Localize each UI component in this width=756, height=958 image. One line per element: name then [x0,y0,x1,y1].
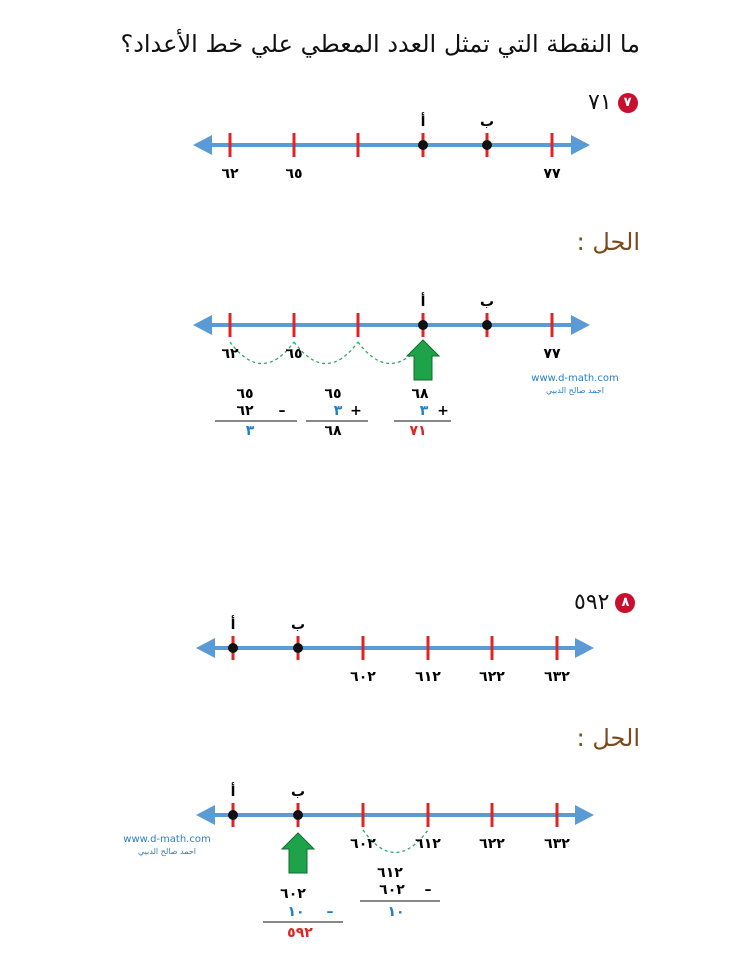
calc3-op: + [437,403,449,419]
axis-line [193,135,590,155]
question-title: ما النقطة التي تمثل العدد المعطي علي خط الأعداد؟ [120,30,640,58]
tick-label: ٦٣٢ [544,836,570,852]
tick-label: ٦٠٢ [350,669,376,685]
number-line-8 [0,613,756,693]
solution-label-7: الحل : [576,228,640,256]
tick-label: ٦١٢ [415,836,441,852]
point-a [228,810,238,820]
calc2-op: + [350,403,362,419]
tick-label: ٦٢٢ [479,836,505,852]
tick-label: ٦٥ [285,166,303,182]
tick-label: ٦٢ [221,166,239,182]
label-a: أ [420,294,426,310]
tick-label: ٦٥ [285,346,303,362]
number-line-7 [0,110,756,190]
axis-line [196,805,594,825]
calc1-top: ٦٥ [236,386,254,402]
label-b: ب [479,294,495,310]
point-b [482,140,492,150]
calc1-result: ٥٩٢ [287,925,313,941]
watermark-7 [520,373,630,397]
tick-label: ٦٢٢ [479,669,505,685]
watermark-author: احمد صالح الدبيي [545,386,605,395]
question-8-header [574,590,635,615]
label-a: أ [230,617,236,633]
calc1-second: ١٠ [287,904,305,920]
calc1-result: ٣ [245,423,255,439]
calc2-result: ٦٨ [324,423,342,439]
question-7-given: ٧١ [588,90,612,115]
label-b: ب [290,784,306,800]
tick-label: ٧٧ [543,346,561,362]
point-a [418,320,428,330]
tick-label: ٦١٢ [415,669,441,685]
solution-line-7 [0,290,756,440]
calc1-op: – [326,904,334,920]
label-b: ب [290,617,306,633]
calc2-op: – [424,882,432,898]
calc2-top: ٦٥ [324,386,342,402]
point-b [293,643,303,653]
calc3-top: ٦٨ [411,386,429,402]
tick-label: ٦٣٢ [544,669,570,685]
jump-arc-2 [294,342,358,364]
calc3-second: ٣ [419,403,429,419]
label-a: أ [420,114,426,130]
watermark-site: www.d-math.com [123,834,211,845]
question-7-badge: ٧ [618,93,638,113]
label-a: أ [230,784,236,800]
jump-arc-1 [230,342,294,364]
calc2-result: ١٠ [387,904,405,920]
question-8-given: ٥٩٢ [574,590,610,615]
tick-label: ٧٧ [543,166,561,182]
axis-line [193,315,590,335]
point-b [293,810,303,820]
up-arrow-icon [282,833,314,873]
up-arrow-icon [407,340,439,380]
tick-label: ٦٠٢ [350,836,376,852]
calc2-second: ٣ [333,403,343,419]
point-a [418,140,428,150]
tick-label: ٦٢ [221,346,239,362]
calc3-result: ٧١ [409,423,427,439]
calc2-top: ٦١٢ [377,865,403,881]
point-a [228,643,238,653]
question-8-badge: ٨ [615,593,635,613]
solution-line-8 [0,780,756,950]
label-b: ب [479,114,495,130]
watermark-8 [112,834,222,858]
watermark-author: احمد صالح الدبيي [137,847,197,856]
axis-line [196,638,594,658]
point-b [482,320,492,330]
solution-label-8: الحل : [576,724,640,752]
calc1-top: ٦٠٢ [280,886,306,902]
calc2-second: ٦٠٢ [379,882,405,898]
calc1-op: – [278,403,286,419]
calc1-second: ٦٢ [236,403,254,419]
watermark-site: www.d-math.com [531,373,619,384]
